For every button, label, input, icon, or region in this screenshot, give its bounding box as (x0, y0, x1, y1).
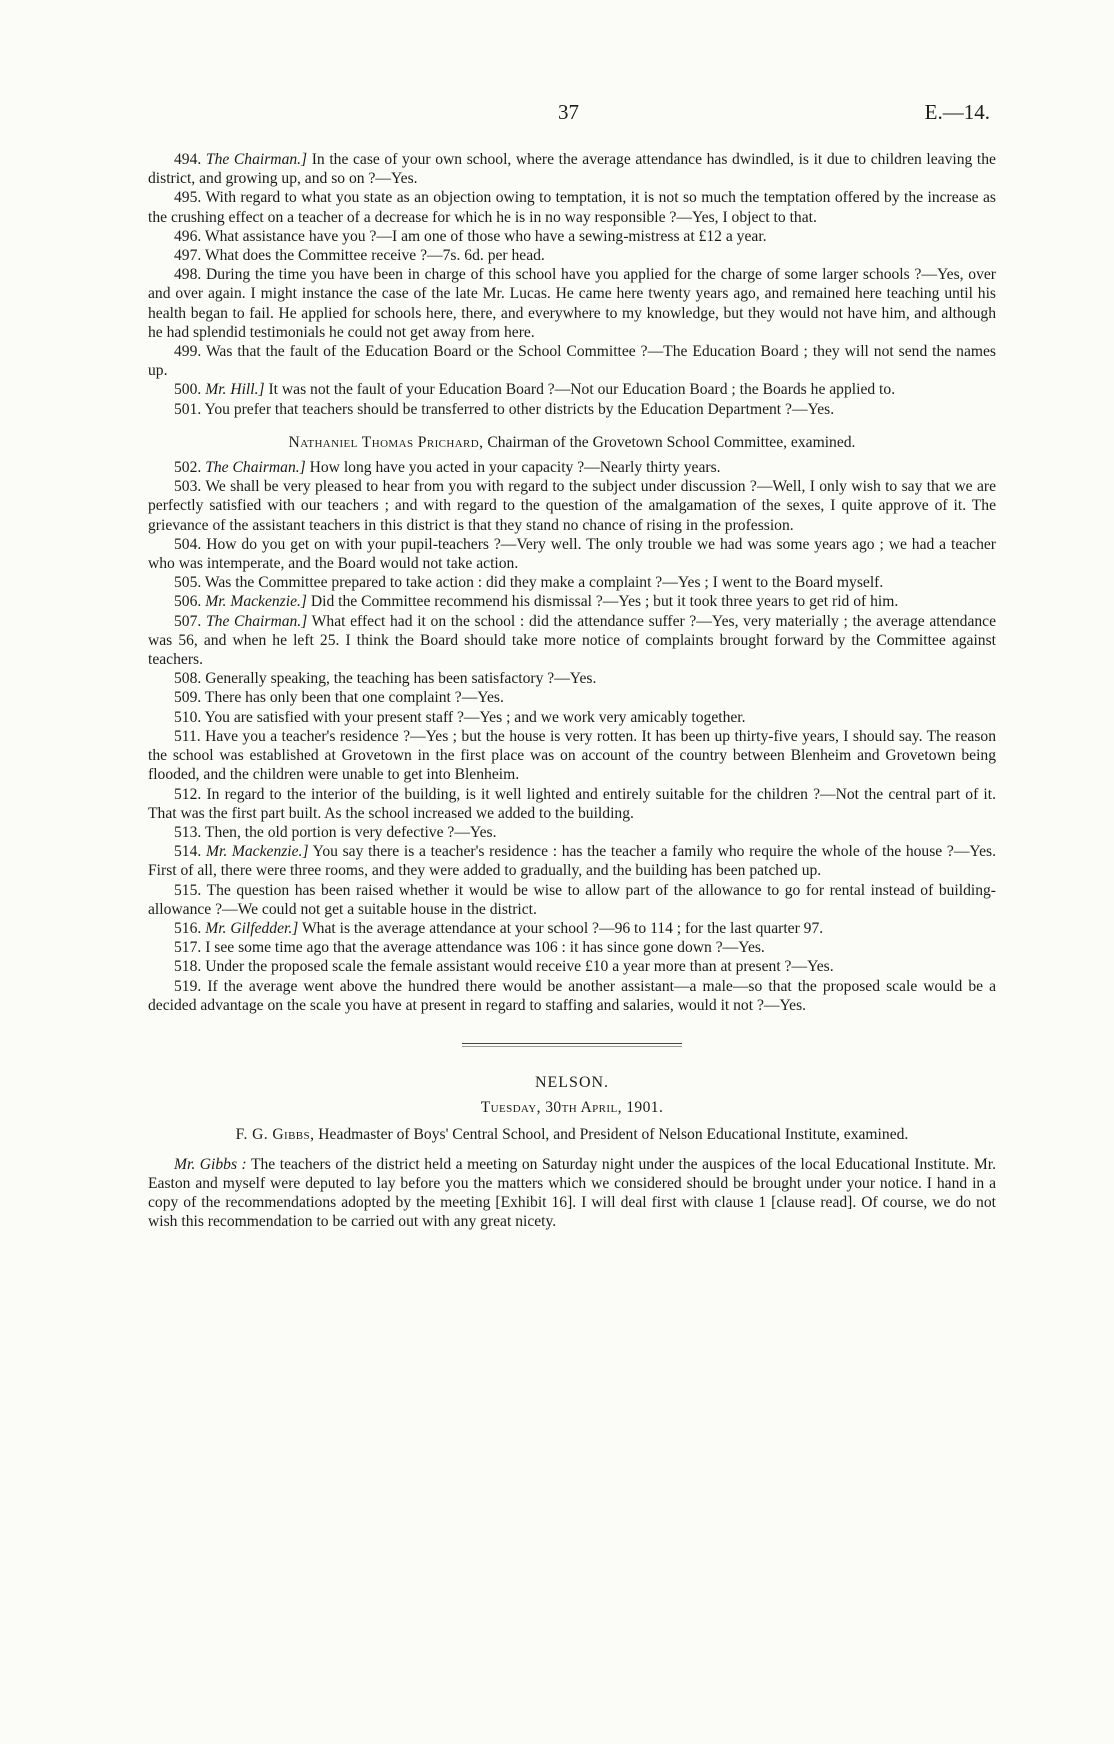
section-divider (462, 1043, 682, 1047)
testimony-paragraph (148, 246, 996, 265)
paragraph-text: We shall be very pleased to hear from you with regard to the subject under discussion ?—Well, I only wish to say that we are perfectly satisfied with our teachers ; and with regard to the question of the amalgamation of the sexes, I quite approve of it. The grievance of the assistant teachers in this district is that they stand no chance of rising in the profession. (148, 478, 996, 534)
paragraph-text: Then, the old portion is very defective ?—Yes. (204, 823, 497, 841)
testimony-paragraph (148, 477, 996, 535)
witness-name: Nathaniel Thomas Prichard, (288, 433, 484, 451)
testimony-part-2 (148, 458, 996, 1015)
question-number: 500. (174, 381, 202, 399)
paragraph-text: Have you a teacher's residence ?—Yes ; but the house is very rotten. It has been up thirty-five years, I should say. The reason the school was established at Grovetown in the first place was on account of the country between Blenheim and Grovetown being flooded, and the children were unable to get into Blenheim. (148, 727, 996, 784)
witness-name-2: F. G. Gibbs, (235, 1126, 315, 1144)
testimony-paragraph (148, 227, 996, 246)
testimony-paragraph (148, 708, 996, 727)
statement-speaker: Mr. Gibbs : (174, 1155, 247, 1173)
question-number: 513. (174, 823, 202, 841)
paragraph-text: You say there is a teacher's residence : has the teacher a family who require the whole of the house ?—Yes. First of all, there were three rooms, and they were added to gradually, and the building has been patched up. (148, 843, 997, 880)
question-number: 502. (174, 459, 202, 477)
question-number: 498. (174, 266, 202, 284)
question-number: 519. (174, 977, 202, 995)
testimony-paragraph (148, 881, 996, 919)
paragraph-text: How do you get on with your pupil-teachers ?—Very well. The only trouble we had was some years ago ; we had a teacher who was intemperate, and the Board would not take action. (148, 535, 996, 573)
testimony-paragraph (148, 188, 996, 226)
testimony-paragraph (148, 957, 996, 976)
speaker-name: The Chairman.] (205, 459, 306, 477)
statement-paragraph (148, 1155, 996, 1232)
speaker-name: Mr. Mackenzie.] (205, 593, 307, 611)
question-number: 509. (174, 689, 202, 707)
testimony-paragraph (148, 535, 996, 573)
testimony-paragraph (148, 400, 996, 419)
question-number: 506. (174, 593, 202, 611)
page-header (0, 100, 1114, 130)
testimony-paragraph (148, 573, 996, 592)
paragraph-text: Was that the fault of the Education Board or the School Committee ?—The Education Board ; they will not send the names up. (148, 343, 996, 380)
paragraph-text: What does the Committee receive ?—7s. 6d. per head. (204, 247, 545, 265)
testimony-paragraph (148, 727, 996, 785)
paragraph-text: There has only been that one complaint ?—Yes. (204, 689, 504, 707)
statement-text: The teachers of the district held a meeting on Saturday night under the auspices of the local Educational Institute. Mr. Easton and myself were deputed to lay before you the matters which we considered should be brought under your notice. I hand in a copy of the recommendations adopted by the meeting [Exhibit 16]. I will deal first with clause 1 [clause read]. Of course, we do not wish this recommendation to be carried out with any great nicety. (148, 1155, 996, 1231)
paragraph-text: Did the Committee recommend his dismissal ?—Yes ; but it took three years to get rid of him. (306, 593, 899, 611)
paragraph-text: During the time you have been in charge of this school have you applied for the charge of some larger schools ?—Yes, over and over again. I might instance the case of the late Mr. Lucas. He came here twenty years ago, and remained here teaching until his health began to fail. He applied for schools here, there, and everywhere to my knowledge, but they would not have him, and although he had splendid testimonials he could not get away from here. (148, 266, 996, 341)
testimony-paragraph (148, 458, 996, 477)
question-number: 517. (174, 939, 202, 957)
paragraph-text: The question has been raised whether it would be wise to allow part of the allowance to go for rental instead of building-allowance ?—We could not get a suitable house in the district. (148, 881, 997, 918)
question-number: 507. (174, 612, 202, 630)
paragraph-text: With regard to what you state as an objection owing to temptation, it is not so much the temptation offered by the increase as the crushing effect on a teacher of a decrease for which he is in no way responsible ?—Yes, I object to that. (148, 189, 996, 226)
question-number: 494. (174, 151, 202, 168)
paragraph-text: Was the Committee prepared to take action : did they make a complaint ?—Yes ; I went to the Board myself. (204, 574, 884, 592)
paragraph-text: Generally speaking, the teaching has been satisfactory ?—Yes. (205, 670, 597, 688)
testimony-paragraph (148, 977, 996, 1015)
question-number: 514. (174, 843, 202, 861)
testimony-paragraph (148, 592, 996, 611)
paragraph-text: In regard to the interior of the building, is it well lighted and entirely suitable for the children ?—Not the central part of it. That was the first part built. As the school increased we added to the building. (148, 785, 996, 822)
speaker-name: Mr. Gilfedder.] (205, 919, 299, 937)
report-code: E.—14. (924, 100, 990, 124)
question-number: 496. (174, 227, 202, 245)
testimony-paragraph (148, 669, 996, 688)
testimony-paragraph (148, 919, 996, 938)
question-number: 510. (174, 708, 202, 726)
paragraph-text: You prefer that teachers should be transferred to other districts by the Education Department ?—Yes. (204, 400, 835, 418)
witness-description-2: Headmaster of Boys' Central School, and President of Nelson Educational Institute, examined. (314, 1126, 909, 1144)
testimony-paragraph (148, 938, 996, 957)
testimony-part-1 (148, 150, 996, 419)
question-number: 499. (174, 343, 202, 361)
testimony-paragraph (148, 150, 996, 188)
witness-description: Chairman of the Grovetown School Committee, examined. (483, 433, 856, 451)
question-number: 516. (174, 919, 202, 937)
testimony-paragraph (148, 823, 996, 842)
paragraph-text: You are satisfied with your present staff ?—Yes ; and we work very amicably together. (204, 708, 746, 726)
witness-heading-2 (148, 1125, 996, 1144)
question-number: 504. (174, 535, 202, 553)
speaker-name: Mr. Mackenzie.] (205, 843, 309, 861)
question-number: 495. (174, 189, 202, 207)
testimony-paragraph (148, 342, 996, 380)
speaker-name: The Chairman.] (205, 151, 308, 168)
question-number: 508. (174, 670, 202, 688)
question-number: 503. (174, 478, 202, 496)
testimony-paragraph (148, 842, 996, 880)
page-number: 37 (558, 100, 579, 124)
question-number: 515. (174, 881, 202, 899)
paragraph-text: What is the average attendance at your school ?—96 to 114 ; for the last quarter 97. (298, 919, 824, 937)
speaker-name: The Chairman.] (205, 612, 308, 630)
speaker-name: Mr. Hill.] (205, 381, 265, 399)
paragraph-text: If the average went above the hundred there would be another assistant—a male—so that the proposed scale would be a decided advantage on the scale you have at present in regard to staffing and salaries, would it not ?—Yes. (148, 977, 997, 1014)
testimony-paragraph (148, 265, 996, 342)
question-number: 501. (174, 400, 202, 418)
paragraph-text: How long have you acted in your capacity ?—Nearly thirty years. (305, 459, 721, 477)
testimony-paragraph (148, 612, 996, 670)
page-body (148, 150, 996, 1231)
paragraph-text: In the case of your own school, where the average attendance has dwindled, is it due to children leaving the district, and growing up, and so on ?—Yes. (148, 151, 996, 188)
section-place: NELSON. (534, 1073, 610, 1091)
question-number: 512. (174, 785, 202, 803)
section-date: Tuesday, 30th April, 1901. (480, 1099, 664, 1117)
witness-heading (148, 433, 996, 452)
paragraph-text: It was not the fault of your Education Board ?—Not our Education Board ; the Boards he applied to. (264, 381, 896, 399)
testimony-paragraph (148, 380, 996, 399)
question-number: 497. (174, 247, 202, 265)
question-number: 511. (174, 727, 201, 745)
question-number: 518. (174, 958, 202, 976)
testimony-paragraph (148, 785, 996, 823)
question-number: 505. (174, 574, 202, 592)
paragraph-text: I see some time ago that the average attendance was 106 : it has since gone down ?—Yes. (205, 939, 765, 957)
paragraph-text: What assistance have you ?—I am one of those who have a sewing-mistress at £12 a year. (204, 227, 767, 245)
paragraph-text: Under the proposed scale the female assistant would receive £10 a year more than at present ?—Yes. (205, 958, 834, 976)
paragraph-text: What effect had it on the school : did the attendance suffer ?—Yes, very materially ; the average attendance was 56, and when he left 25. I think the Board should take more notice of complaints brought forward by the Committee against teachers. (148, 612, 996, 669)
testimony-paragraph (148, 688, 996, 707)
